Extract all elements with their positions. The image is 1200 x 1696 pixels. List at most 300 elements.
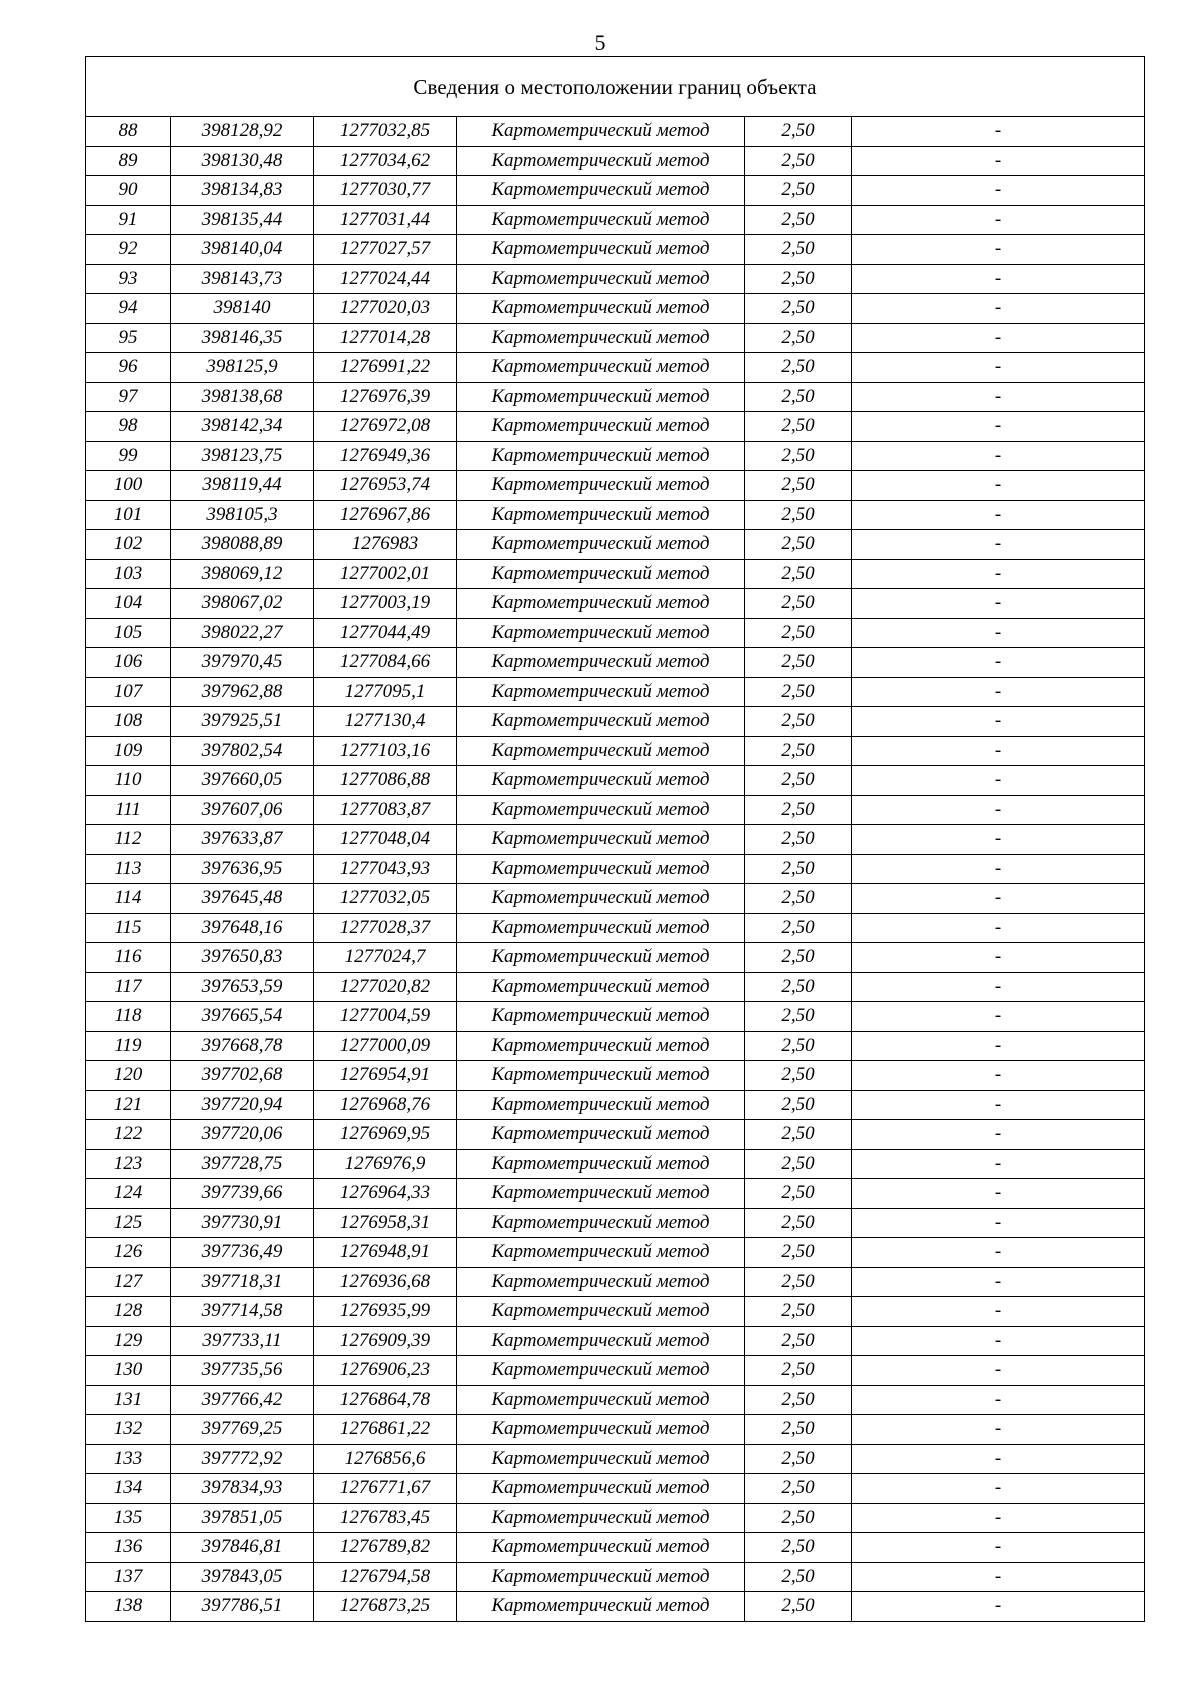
table-row: [86, 1592, 1145, 1622]
coordinate-y-cell: 1276953,74: [314, 471, 457, 501]
method-cell: Картометрический метод: [457, 559, 745, 589]
method-cell: Картометрический метод: [457, 353, 745, 383]
coordinate-x-cell: 398143,73: [171, 264, 314, 294]
method-cell: Картометрический метод: [457, 972, 745, 1002]
coordinate-x-cell: 398140: [171, 294, 314, 324]
method-cell: Картометрический метод: [457, 294, 745, 324]
accuracy-cell: 2,50: [745, 323, 852, 353]
coordinate-y-cell: 1277083,87: [314, 795, 457, 825]
method-cell: Картометрический метод: [457, 1356, 745, 1386]
description-cell: -: [852, 1356, 1145, 1386]
coordinate-x-cell: 397735,56: [171, 1356, 314, 1386]
coordinate-x-cell: 398088,89: [171, 530, 314, 560]
point-number-cell: 92: [86, 235, 171, 265]
point-number-cell: 121: [86, 1090, 171, 1120]
table-row: [86, 1385, 1145, 1415]
table-row: [86, 766, 1145, 796]
coordinate-y-cell: 1276861,22: [314, 1415, 457, 1445]
coordinate-y-cell: 1276967,86: [314, 500, 457, 530]
coordinate-y-cell: 1277028,37: [314, 913, 457, 943]
table-row: [86, 530, 1145, 560]
description-cell: -: [852, 1267, 1145, 1297]
description-cell: -: [852, 1297, 1145, 1327]
coordinate-x-cell: 398022,27: [171, 618, 314, 648]
coordinate-x-cell: 397846,81: [171, 1533, 314, 1563]
point-number-cell: 130: [86, 1356, 171, 1386]
point-number-cell: 136: [86, 1533, 171, 1563]
table-row: [86, 884, 1145, 914]
accuracy-cell: 2,50: [745, 1267, 852, 1297]
coordinate-x-cell: 397851,05: [171, 1503, 314, 1533]
description-cell: -: [852, 589, 1145, 619]
coordinate-y-cell: 1277024,7: [314, 943, 457, 973]
coordinate-y-cell: 1276983: [314, 530, 457, 560]
coordinate-y-cell: 1277048,04: [314, 825, 457, 855]
method-cell: Картометрический метод: [457, 323, 745, 353]
point-number-cell: 94: [86, 294, 171, 324]
method-cell: Картометрический метод: [457, 176, 745, 206]
point-number-cell: 90: [86, 176, 171, 206]
coordinate-y-cell: 1277004,59: [314, 1002, 457, 1032]
accuracy-cell: 2,50: [745, 1356, 852, 1386]
table-row: [86, 264, 1145, 294]
coordinate-x-cell: 398130,48: [171, 146, 314, 176]
table-row: [86, 618, 1145, 648]
coordinate-x-cell: 397645,48: [171, 884, 314, 914]
description-cell: -: [852, 205, 1145, 235]
description-cell: -: [852, 412, 1145, 442]
accuracy-cell: 2,50: [745, 795, 852, 825]
accuracy-cell: 2,50: [745, 1090, 852, 1120]
point-number-cell: 114: [86, 884, 171, 914]
description-cell: -: [852, 825, 1145, 855]
method-cell: Картометрический метод: [457, 1533, 745, 1563]
point-number-cell: 119: [86, 1031, 171, 1061]
description-cell: -: [852, 235, 1145, 265]
table-row: [86, 825, 1145, 855]
description-cell: -: [852, 884, 1145, 914]
point-number-cell: 95: [86, 323, 171, 353]
description-cell: -: [852, 382, 1145, 412]
table-row: [86, 235, 1145, 265]
method-cell: Картометрический метод: [457, 441, 745, 471]
accuracy-cell: 2,50: [745, 353, 852, 383]
coordinate-x-cell: 398146,35: [171, 323, 314, 353]
method-cell: Картометрический метод: [457, 648, 745, 678]
table-row: [86, 1002, 1145, 1032]
page-number: 5: [594, 30, 606, 55]
method-cell: Картометрический метод: [457, 943, 745, 973]
accuracy-cell: 2,50: [745, 500, 852, 530]
method-cell: Картометрический метод: [457, 412, 745, 442]
coordinate-y-cell: 1276936,68: [314, 1267, 457, 1297]
table-row: [86, 1238, 1145, 1268]
coordinate-y-cell: 1277032,85: [314, 117, 457, 147]
accuracy-cell: 2,50: [745, 205, 852, 235]
table-row: [86, 323, 1145, 353]
method-cell: Картометрический метод: [457, 1031, 745, 1061]
coordinate-x-cell: 398134,83: [171, 176, 314, 206]
table-row: [86, 559, 1145, 589]
method-cell: Картометрический метод: [457, 1503, 745, 1533]
coordinate-y-cell: 1277044,49: [314, 618, 457, 648]
description-cell: -: [852, 1503, 1145, 1533]
coordinate-x-cell: 397925,51: [171, 707, 314, 737]
coordinate-y-cell: 1277002,01: [314, 559, 457, 589]
accuracy-cell: 2,50: [745, 1002, 852, 1032]
table-row: [86, 1179, 1145, 1209]
coordinate-y-cell: 1276976,9: [314, 1149, 457, 1179]
coordinate-x-cell: 397733,11: [171, 1326, 314, 1356]
accuracy-cell: 2,50: [745, 1120, 852, 1150]
accuracy-cell: 2,50: [745, 1149, 852, 1179]
accuracy-cell: 2,50: [745, 677, 852, 707]
description-cell: -: [852, 471, 1145, 501]
method-cell: Картометрический метод: [457, 1179, 745, 1209]
description-cell: -: [852, 176, 1145, 206]
point-number-cell: 123: [86, 1149, 171, 1179]
table-title-row: [86, 57, 1145, 117]
accuracy-cell: 2,50: [745, 176, 852, 206]
point-number-cell: 102: [86, 530, 171, 560]
table-row: [86, 1444, 1145, 1474]
table-row: [86, 382, 1145, 412]
method-cell: Картометрический метод: [457, 1090, 745, 1120]
accuracy-cell: 2,50: [745, 1208, 852, 1238]
coordinate-x-cell: 397739,66: [171, 1179, 314, 1209]
coordinate-y-cell: 1276864,78: [314, 1385, 457, 1415]
point-number-cell: 118: [86, 1002, 171, 1032]
accuracy-cell: 2,50: [745, 766, 852, 796]
accuracy-cell: 2,50: [745, 294, 852, 324]
table-row: [86, 353, 1145, 383]
accuracy-cell: 2,50: [745, 117, 852, 147]
table-row: [86, 707, 1145, 737]
point-number-cell: 99: [86, 441, 171, 471]
method-cell: Картометрический метод: [457, 382, 745, 412]
table-row: [86, 294, 1145, 324]
table-row: [86, 736, 1145, 766]
description-cell: -: [852, 766, 1145, 796]
accuracy-cell: 2,50: [745, 559, 852, 589]
coordinate-x-cell: 398138,68: [171, 382, 314, 412]
coordinate-x-cell: 397665,54: [171, 1002, 314, 1032]
method-cell: Картометрический метод: [457, 736, 745, 766]
method-cell: Картометрический метод: [457, 677, 745, 707]
point-number-cell: 125: [86, 1208, 171, 1238]
description-cell: -: [852, 117, 1145, 147]
boundary-coordinates-table: [85, 56, 1145, 1622]
table-row: [86, 1533, 1145, 1563]
description-cell: -: [852, 1090, 1145, 1120]
table-row: [86, 1061, 1145, 1091]
description-cell: -: [852, 1385, 1145, 1415]
description-cell: -: [852, 1592, 1145, 1622]
description-cell: -: [852, 264, 1145, 294]
coordinate-x-cell: 397720,94: [171, 1090, 314, 1120]
coordinate-y-cell: 1277027,57: [314, 235, 457, 265]
point-number-cell: 110: [86, 766, 171, 796]
table-row: [86, 1415, 1145, 1445]
table-row: [86, 972, 1145, 1002]
point-number-cell: 120: [86, 1061, 171, 1091]
accuracy-cell: 2,50: [745, 1179, 852, 1209]
table-row: [86, 1326, 1145, 1356]
accuracy-cell: 2,50: [745, 1238, 852, 1268]
point-number-cell: 111: [86, 795, 171, 825]
description-cell: -: [852, 854, 1145, 884]
description-cell: -: [852, 1444, 1145, 1474]
table-row: [86, 1474, 1145, 1504]
point-number-cell: 133: [86, 1444, 171, 1474]
coordinate-y-cell: 1276856,6: [314, 1444, 457, 1474]
coordinate-x-cell: 397714,58: [171, 1297, 314, 1327]
accuracy-cell: 2,50: [745, 589, 852, 619]
description-cell: -: [852, 353, 1145, 383]
table-row: [86, 913, 1145, 943]
method-cell: Картометрический метод: [457, 1385, 745, 1415]
description-cell: -: [852, 323, 1145, 353]
method-cell: Картометрический метод: [457, 264, 745, 294]
accuracy-cell: 2,50: [745, 1562, 852, 1592]
accuracy-cell: 2,50: [745, 1533, 852, 1563]
table-row: [86, 1503, 1145, 1533]
point-number-cell: 135: [86, 1503, 171, 1533]
coordinate-y-cell: 1276783,45: [314, 1503, 457, 1533]
coordinate-y-cell: 1277130,4: [314, 707, 457, 737]
coordinate-x-cell: 398123,75: [171, 441, 314, 471]
point-number-cell: 134: [86, 1474, 171, 1504]
coordinate-x-cell: 398125,9: [171, 353, 314, 383]
method-cell: Картометрический метод: [457, 854, 745, 884]
description-cell: -: [852, 1415, 1145, 1445]
description-cell: -: [852, 1120, 1145, 1150]
accuracy-cell: 2,50: [745, 412, 852, 442]
coordinate-y-cell: 1277032,05: [314, 884, 457, 914]
coordinate-x-cell: 397660,05: [171, 766, 314, 796]
description-cell: -: [852, 1002, 1145, 1032]
method-cell: Картометрический метод: [457, 1444, 745, 1474]
coordinate-x-cell: 397736,49: [171, 1238, 314, 1268]
accuracy-cell: 2,50: [745, 618, 852, 648]
coordinate-y-cell: 1277103,16: [314, 736, 457, 766]
description-cell: -: [852, 559, 1145, 589]
coordinate-y-cell: 1276949,36: [314, 441, 457, 471]
table-row: [86, 943, 1145, 973]
coordinate-x-cell: 397962,88: [171, 677, 314, 707]
coordinate-x-cell: 397834,93: [171, 1474, 314, 1504]
coordinate-x-cell: 397720,06: [171, 1120, 314, 1150]
point-number-cell: 100: [86, 471, 171, 501]
method-cell: Картометрический метод: [457, 884, 745, 914]
coordinate-y-cell: 1276771,67: [314, 1474, 457, 1504]
point-number-cell: 101: [86, 500, 171, 530]
accuracy-cell: 2,50: [745, 736, 852, 766]
table-row: [86, 205, 1145, 235]
coordinate-x-cell: 398128,92: [171, 117, 314, 147]
coordinate-x-cell: 397653,59: [171, 972, 314, 1002]
description-cell: -: [852, 618, 1145, 648]
method-cell: Картометрический метод: [457, 1267, 745, 1297]
description-cell: -: [852, 1562, 1145, 1592]
coordinate-y-cell: 1277084,66: [314, 648, 457, 678]
table-row: [86, 441, 1145, 471]
point-number-cell: 97: [86, 382, 171, 412]
method-cell: Картометрический метод: [457, 146, 745, 176]
coordinate-x-cell: 397802,54: [171, 736, 314, 766]
method-cell: Картометрический метод: [457, 1120, 745, 1150]
point-number-cell: 128: [86, 1297, 171, 1327]
coordinate-x-cell: 397650,83: [171, 943, 314, 973]
description-cell: -: [852, 1238, 1145, 1268]
method-cell: Картометрический метод: [457, 589, 745, 619]
point-number-cell: 127: [86, 1267, 171, 1297]
table-body: [86, 117, 1145, 1622]
method-cell: Картометрический метод: [457, 1562, 745, 1592]
description-cell: -: [852, 943, 1145, 973]
accuracy-cell: 2,50: [745, 235, 852, 265]
method-cell: Картометрический метод: [457, 1297, 745, 1327]
method-cell: Картометрический метод: [457, 1002, 745, 1032]
coordinate-y-cell: 1277020,03: [314, 294, 457, 324]
table-row: [86, 1356, 1145, 1386]
accuracy-cell: 2,50: [745, 854, 852, 884]
point-number-cell: 108: [86, 707, 171, 737]
accuracy-cell: 2,50: [745, 1503, 852, 1533]
accuracy-cell: 2,50: [745, 1444, 852, 1474]
method-cell: Картометрический метод: [457, 1474, 745, 1504]
coordinate-y-cell: 1277024,44: [314, 264, 457, 294]
coordinate-y-cell: 1277031,44: [314, 205, 457, 235]
coordinate-x-cell: 397702,68: [171, 1061, 314, 1091]
accuracy-cell: 2,50: [745, 530, 852, 560]
coordinate-y-cell: 1276948,91: [314, 1238, 457, 1268]
coordinate-x-cell: 397772,92: [171, 1444, 314, 1474]
description-cell: -: [852, 707, 1145, 737]
method-cell: Картометрический метод: [457, 205, 745, 235]
table-title: Сведения о местоположении границ объекта: [86, 57, 1145, 117]
table-row: [86, 648, 1145, 678]
accuracy-cell: 2,50: [745, 1474, 852, 1504]
coordinate-y-cell: 1276954,91: [314, 1061, 457, 1091]
accuracy-cell: 2,50: [745, 1326, 852, 1356]
point-number-cell: 109: [86, 736, 171, 766]
table-row: [86, 1090, 1145, 1120]
point-number-cell: 91: [86, 205, 171, 235]
accuracy-cell: 2,50: [745, 471, 852, 501]
description-cell: -: [852, 1149, 1145, 1179]
point-number-cell: 112: [86, 825, 171, 855]
accuracy-cell: 2,50: [745, 972, 852, 1002]
description-cell: -: [852, 677, 1145, 707]
accuracy-cell: 2,50: [745, 825, 852, 855]
table-row: [86, 1267, 1145, 1297]
coordinate-y-cell: 1276969,95: [314, 1120, 457, 1150]
coordinate-y-cell: 1276958,31: [314, 1208, 457, 1238]
coordinate-x-cell: 397786,51: [171, 1592, 314, 1622]
coordinate-y-cell: 1277014,28: [314, 323, 457, 353]
method-cell: Картометрический метод: [457, 913, 745, 943]
coordinate-x-cell: 398135,44: [171, 205, 314, 235]
point-number-cell: 138: [86, 1592, 171, 1622]
method-cell: Картометрический метод: [457, 766, 745, 796]
point-number-cell: 93: [86, 264, 171, 294]
point-number-cell: 116: [86, 943, 171, 973]
accuracy-cell: 2,50: [745, 1297, 852, 1327]
description-cell: -: [852, 1031, 1145, 1061]
method-cell: Картометрический метод: [457, 1415, 745, 1445]
coordinate-x-cell: 397766,42: [171, 1385, 314, 1415]
coordinate-y-cell: 1276968,76: [314, 1090, 457, 1120]
table-row: [86, 1297, 1145, 1327]
table-row: [86, 471, 1145, 501]
coordinate-y-cell: 1276794,58: [314, 1562, 457, 1592]
point-number-cell: 96: [86, 353, 171, 383]
method-cell: Картометрический метод: [457, 1326, 745, 1356]
coordinate-y-cell: 1277034,62: [314, 146, 457, 176]
coordinate-x-cell: 397633,87: [171, 825, 314, 855]
method-cell: Картометрический метод: [457, 471, 745, 501]
accuracy-cell: 2,50: [745, 1061, 852, 1091]
coordinate-y-cell: 1277000,09: [314, 1031, 457, 1061]
coordinate-x-cell: 397668,78: [171, 1031, 314, 1061]
accuracy-cell: 2,50: [745, 913, 852, 943]
point-number-cell: 117: [86, 972, 171, 1002]
method-cell: Картометрический метод: [457, 825, 745, 855]
point-number-cell: 105: [86, 618, 171, 648]
description-cell: -: [852, 1533, 1145, 1563]
coordinate-y-cell: 1277086,88: [314, 766, 457, 796]
accuracy-cell: 2,50: [745, 707, 852, 737]
table-row: [86, 795, 1145, 825]
description-cell: -: [852, 1179, 1145, 1209]
coordinate-x-cell: 397730,91: [171, 1208, 314, 1238]
coordinate-x-cell: 397636,95: [171, 854, 314, 884]
description-cell: -: [852, 1061, 1145, 1091]
point-number-cell: 131: [86, 1385, 171, 1415]
description-cell: -: [852, 146, 1145, 176]
description-cell: -: [852, 648, 1145, 678]
point-number-cell: 129: [86, 1326, 171, 1356]
table-row: [86, 1208, 1145, 1238]
description-cell: -: [852, 1474, 1145, 1504]
point-number-cell: 89: [86, 146, 171, 176]
point-number-cell: 98: [86, 412, 171, 442]
point-number-cell: 126: [86, 1238, 171, 1268]
accuracy-cell: 2,50: [745, 441, 852, 471]
coordinate-x-cell: 398069,12: [171, 559, 314, 589]
method-cell: Картометрический метод: [457, 530, 745, 560]
table-row: [86, 1120, 1145, 1150]
point-number-cell: 107: [86, 677, 171, 707]
method-cell: Картометрический метод: [457, 1238, 745, 1268]
accuracy-cell: 2,50: [745, 884, 852, 914]
coordinate-y-cell: 1277020,82: [314, 972, 457, 1002]
point-number-cell: 124: [86, 1179, 171, 1209]
point-number-cell: 113: [86, 854, 171, 884]
description-cell: -: [852, 1208, 1145, 1238]
description-cell: -: [852, 441, 1145, 471]
point-number-cell: 115: [86, 913, 171, 943]
coordinate-x-cell: 397648,16: [171, 913, 314, 943]
coordinate-x-cell: 397718,31: [171, 1267, 314, 1297]
accuracy-cell: 2,50: [745, 943, 852, 973]
table-row: [86, 677, 1145, 707]
accuracy-cell: 2,50: [745, 648, 852, 678]
coordinate-y-cell: 1277043,93: [314, 854, 457, 884]
coordinate-y-cell: 1277030,77: [314, 176, 457, 206]
coordinate-y-cell: 1277095,1: [314, 677, 457, 707]
